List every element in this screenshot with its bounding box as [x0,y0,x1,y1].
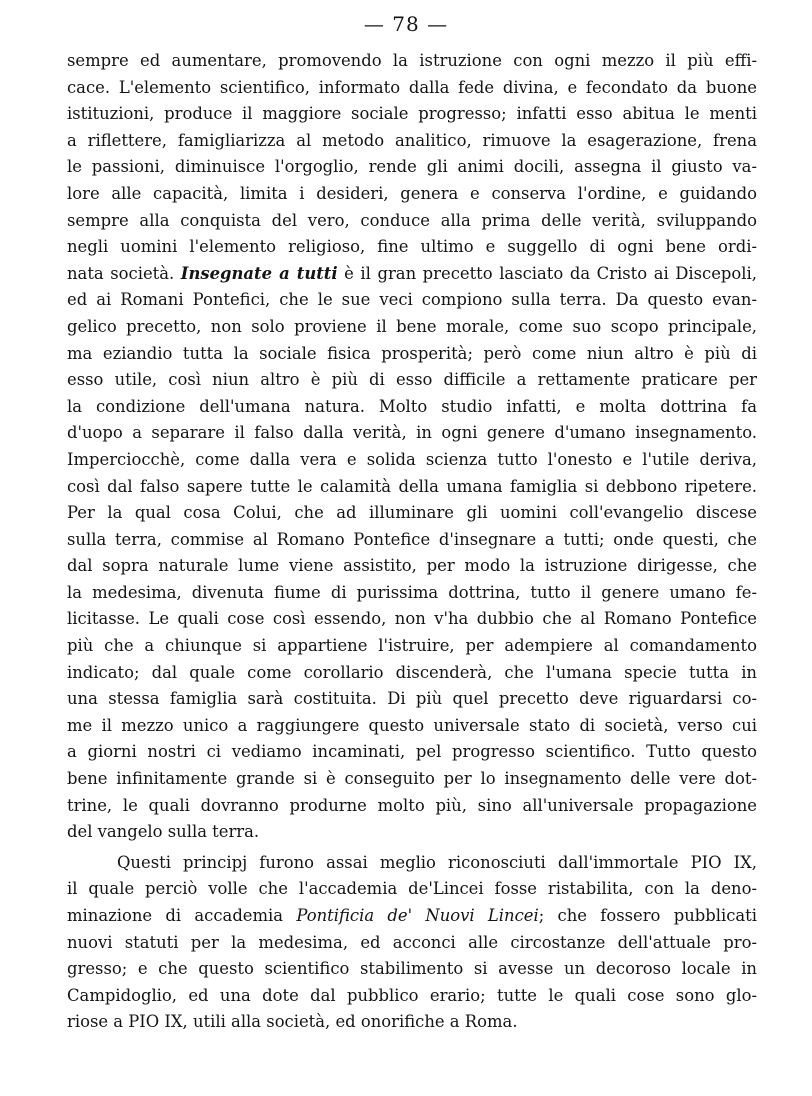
text-line: esso utile, così niun altro è più di esso difficile a rettamente praticare per [67,370,757,390]
text-line: il quale perciò volle che l'accademia de'Lincei fosse ristabilita, con la deno- [67,879,757,899]
text-segment: nata società. [67,263,181,283]
text-line: indicato; dal quale come corollario discenderà, che l'umana specie tutta in [67,662,757,682]
text-line: a giorni nostri ci vediamo incaminati, pel progresso scientifico. Tutto questo [67,742,757,762]
text-line: gresso; e che questo scientifico stabilimento si avesse un decoroso locale in [67,959,757,979]
text-line: a riflettere, famigliarizza al metodo analitico, rimuove la esagerazione, frena [67,130,757,150]
text-line: cace. L'elemento scientifico, informato dalla fede divina, e fecondato da buone [67,77,757,97]
text-line: una stessa famiglia sarà costituita. Di più quel precetto deve riguardarsi co- [67,689,757,709]
text-segment: ; che fossero pubblicati [538,906,757,925]
text-line: così dal falso sapere tutte le calamità della umana famiglia si debbono ripetere. [67,476,757,496]
text-line: Per la qual cosa Colui, che ad illuminare gli uomini coll'evangelio discese [67,503,757,523]
text-line: la condizione dell'umana natura. Molto studio infatti, e molta dottrina fa [67,396,757,416]
text-line: lore alle capacità, limita i desideri, genera e conserva l'ordine, e guidando [67,183,757,203]
text-line: dal sopra naturale lume viene assistito, per modo la istruzione dirigesse, che [67,556,757,576]
text-line: del vangelo sulla terra. [67,822,260,842]
text-segment: è il gran precetto lasciato da Cristo ai Discepoli, [337,263,757,283]
text-line: me il mezzo unico a raggiungere questo universale stato di società, verso cui [67,715,757,735]
text-line: istituzioni, produce il maggiore sociale progresso; infatti esso abitua le menti [67,104,757,124]
text-line: trine, le quali dovranno produrne molto più, sino all'universale propagazione [67,795,757,815]
text-line-with-emphasis [67,903,757,930]
text-line: gelico precetto, non solo proviene il bene morale, come suo scopo principale, [67,316,757,336]
emphasized-phrase: Insegnate a tutti [180,263,338,283]
text-line: Imperciocchè, come dalla vera e solida scienza tutto l'onesto e l'utile deriva, [67,449,757,469]
text-line: la medesima, divenuta fiume di purissima dottrina, tutto il genere umano fe- [67,582,757,602]
text-line: d'uopo a separare il falso dalla verità, in ogni genere d'umano insegnamento. [67,423,757,443]
text-segment: minazione di accademia [67,906,297,925]
text-line: sulla terra, commise al Romano Pontefice d'insegnare a tutti; onde questi, che [67,529,757,549]
text-line: più che a chiunque si appartiene l'istruire, per adempiere al comandamento [67,636,757,656]
text-line: bene infinitamente grande si è conseguito per lo insegnamento delle vere dot- [67,769,757,789]
text-line: Questi principj furono assai meglio riconosciuti dall'immortale PIO IX, [117,852,757,872]
text-line: sempre alla conquista del vero, conduce alla prima delle verità, sviluppando [67,210,757,230]
italic-phrase: Pontificia de' Nuovi Lincei [296,906,539,925]
text-line: riose a PIO IX, utili alla società, ed onorifiche a Roma. [67,1012,518,1032]
body-text [67,48,757,1036]
page-number: — 78 — [363,12,449,36]
text-line: nuovi statuti per la medesima, ed acconci alle circostanze dell'attuale pro- [67,932,757,952]
text-line: ed ai Romani Pontefici, che le sue veci compiono sulla terra. Da questo evan- [67,290,757,310]
text-line: Campidoglio, ed una dote dal pubblico erario; tutte le quali cose sono glo- [67,985,757,1005]
text-line-with-emphasis [67,261,757,288]
text-line: sempre ed aumentare, promovendo la istruzione con ogni mezzo il più effi- [67,51,757,70]
text-line: ma eziandio tutta la sociale fisica prosperità; però come niun altro è più di [67,343,757,363]
text-line: licitasse. Le quali cose così essendo, non v'ha dubbio che al Romano Pontefice [67,609,757,629]
paragraph-1 [67,48,757,846]
text-line: le passioni, diminuisce l'orgoglio, rende gli animi docili, assegna il giusto va- [67,157,757,177]
text-line: negli uomini l'elemento religioso, fine ultimo e suggello di ogni bene ordi- [67,237,757,257]
paragraph-2 [67,850,757,1036]
